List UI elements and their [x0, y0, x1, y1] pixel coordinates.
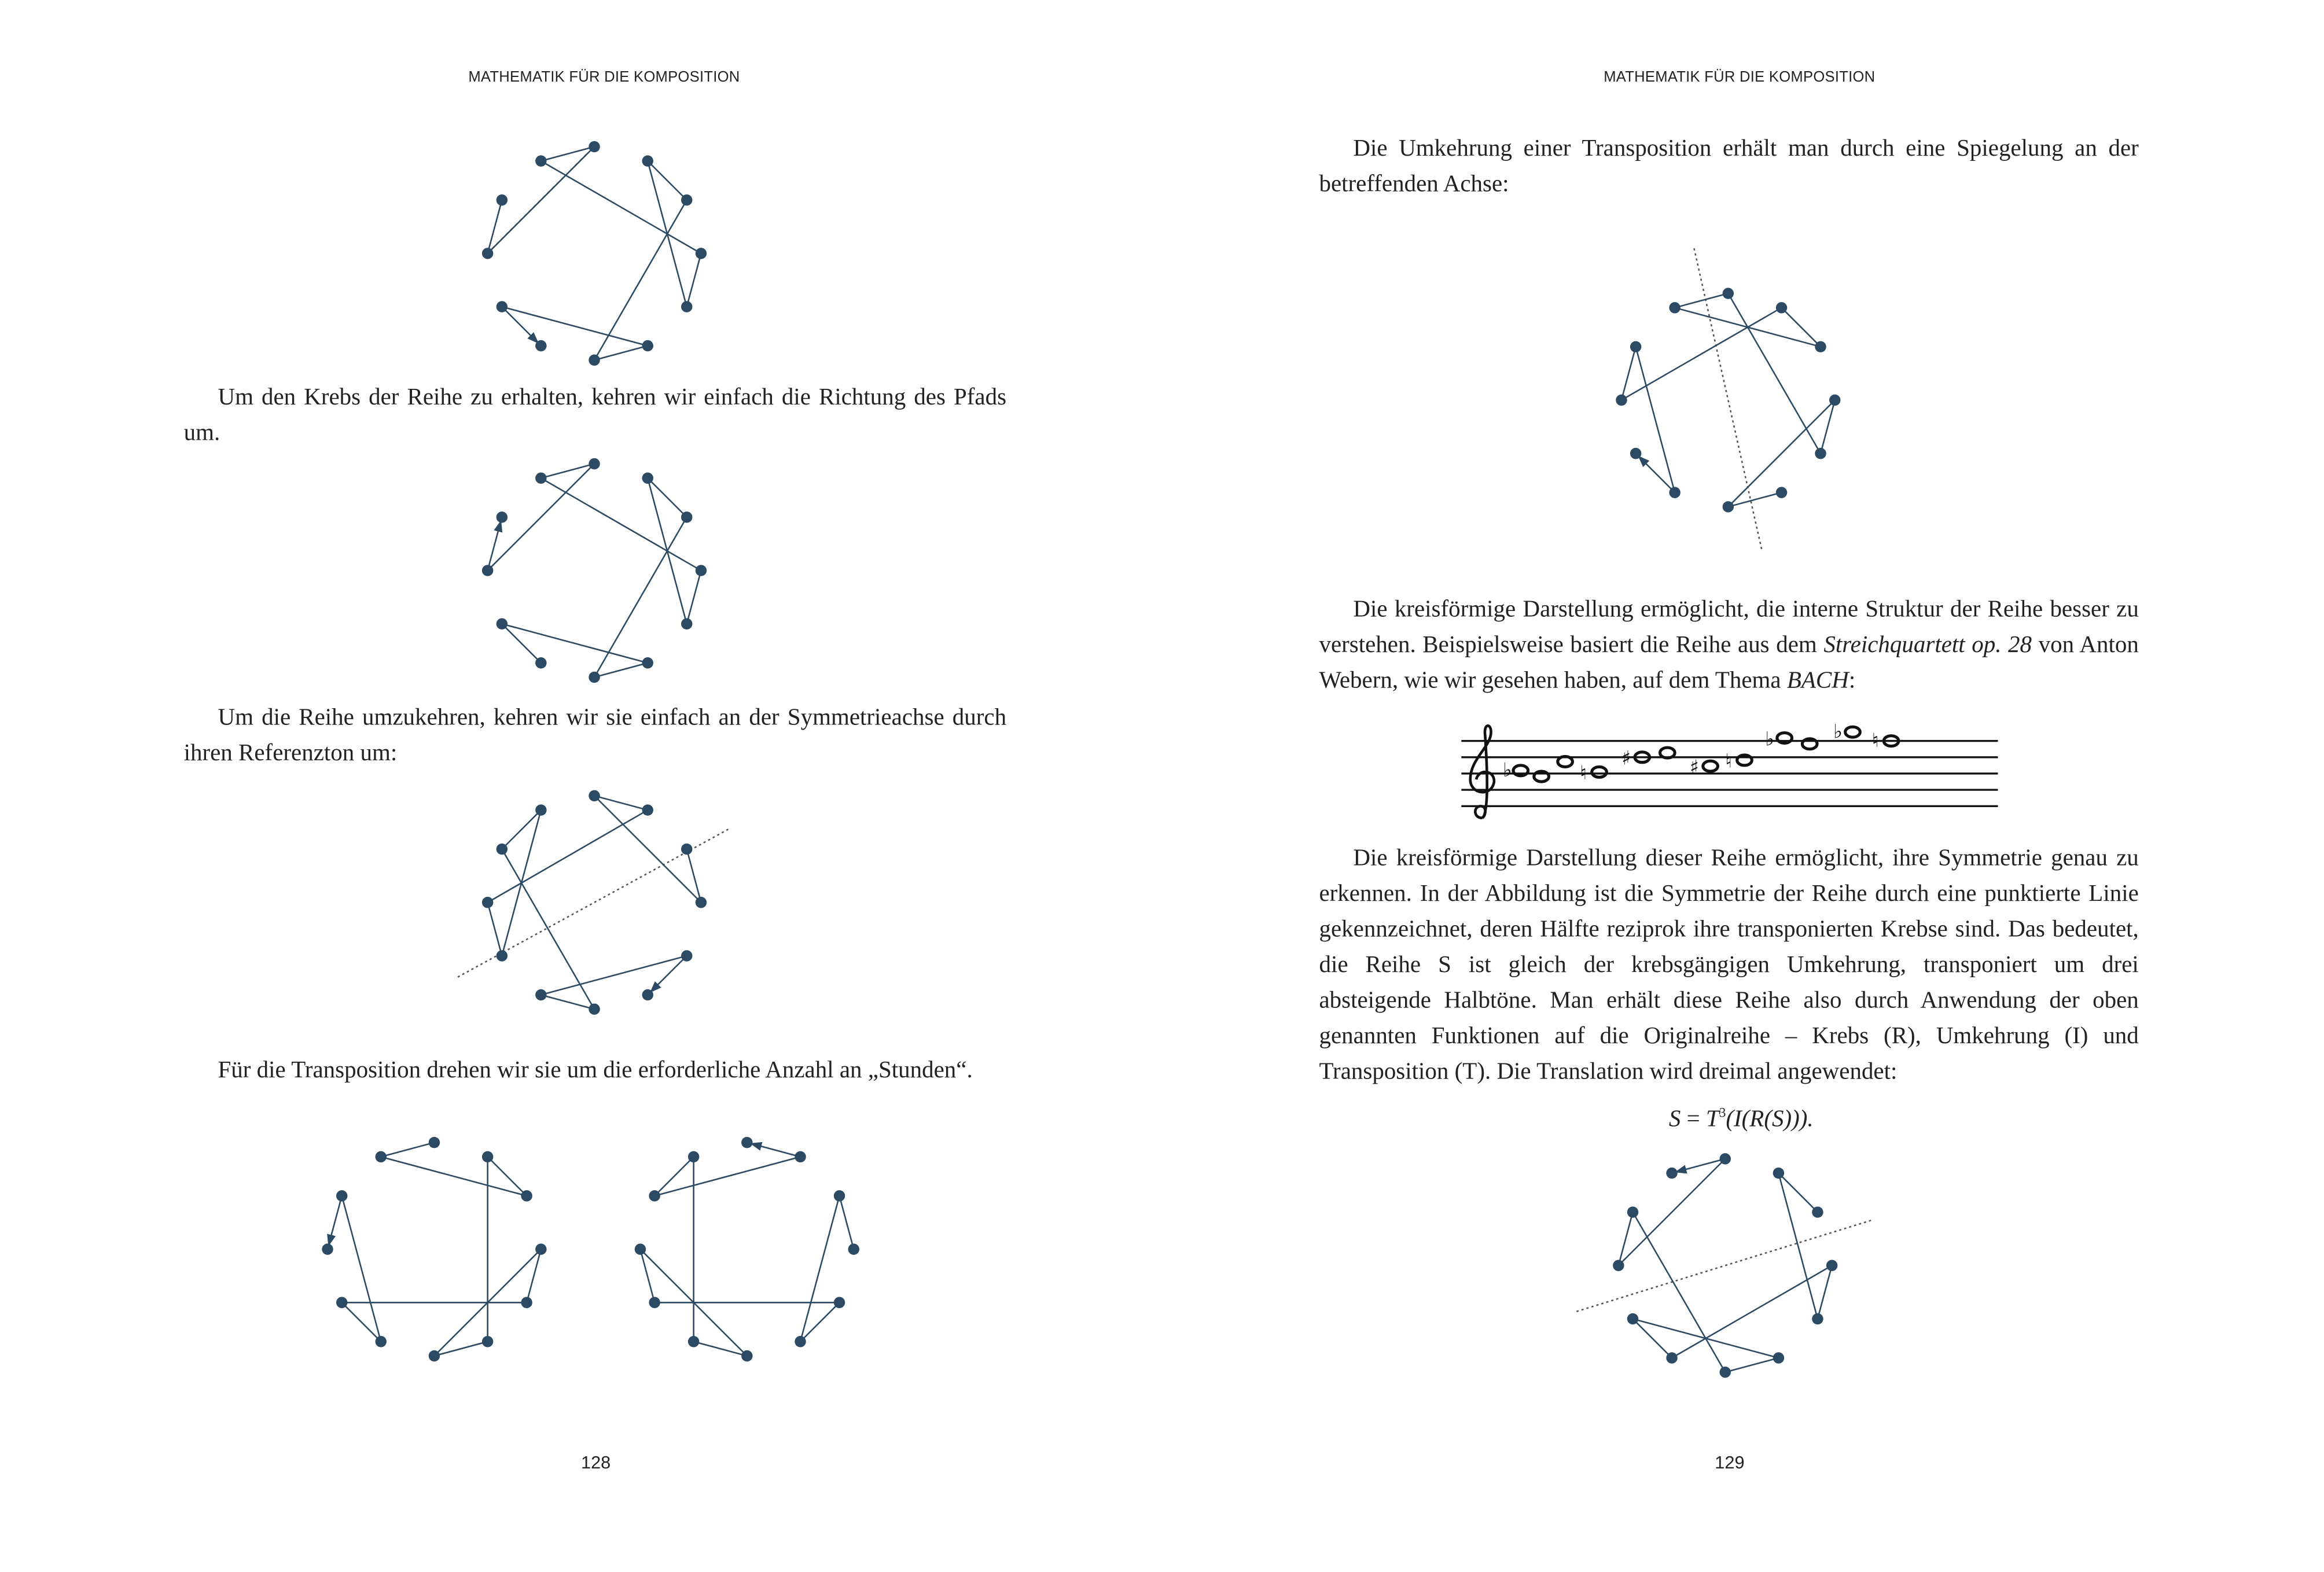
- pitch-node: [1630, 448, 1641, 459]
- pitch-node: [497, 511, 508, 522]
- paragraph-webern: [1319, 592, 2138, 699]
- pitch-node: [497, 950, 508, 961]
- text: :: [1848, 668, 1856, 694]
- pitch-node: [482, 248, 493, 259]
- path-segment: [840, 1196, 854, 1249]
- path-segment: [1778, 1173, 1817, 1319]
- pitch-node: [589, 1003, 600, 1014]
- pitch-node: [848, 1243, 859, 1254]
- pitch-node: [535, 804, 546, 815]
- pitch-node: [535, 473, 546, 484]
- pitch-node: [482, 1151, 493, 1162]
- pitch-node: [1627, 1206, 1638, 1217]
- page-number-right: 129: [1715, 1452, 1745, 1473]
- pitch-node: [642, 804, 653, 815]
- pitch-node: [1666, 1352, 1677, 1363]
- path-segment: [594, 663, 648, 678]
- path-segment: [502, 624, 648, 662]
- pitch-node: [497, 844, 508, 855]
- svg-text:♯: ♯: [1621, 746, 1631, 770]
- equation: [1669, 1103, 1814, 1138]
- path-segment: [541, 161, 701, 253]
- text: von Anton Webern, wie wir gesehen haben, auf dem Thema: [1319, 632, 2139, 694]
- pitch-node: [696, 897, 707, 908]
- pitch-node: [1720, 1153, 1731, 1164]
- pitch-node: [1666, 1168, 1677, 1179]
- pitch-node: [589, 355, 600, 366]
- theme-name: BACH: [1786, 668, 1849, 694]
- pitch-node: [795, 1336, 806, 1347]
- running-header-right: MATHEMATIK FÜR DIE KOMPOSITION: [1604, 69, 1876, 86]
- pitch-node: [681, 950, 692, 961]
- pitch-node: [1812, 1313, 1823, 1324]
- pitch-node: [521, 1190, 532, 1201]
- pitch-node: [497, 301, 508, 312]
- path-segment: [594, 346, 648, 360]
- svg-text:♭: ♭: [1833, 720, 1843, 743]
- eq-t: T: [1706, 1107, 1719, 1132]
- pitch-node: [336, 1297, 347, 1308]
- eq-exponent: 3: [1719, 1105, 1726, 1120]
- path-segment: [381, 1143, 434, 1157]
- path-segment: [1621, 308, 1782, 400]
- pitch-node: [681, 844, 692, 855]
- pitch-node: [681, 619, 692, 629]
- path-segment: [687, 253, 701, 307]
- row-diagram-inversion: [476, 784, 713, 1021]
- pitch-node: [688, 1151, 699, 1162]
- path-segment: [381, 1157, 527, 1195]
- pitch-node: [1815, 341, 1826, 352]
- path-segment: [541, 478, 701, 570]
- pitch-node: [642, 156, 653, 167]
- path-segment: [1725, 1358, 1778, 1372]
- path-segment: [502, 307, 648, 345]
- pitch-node: [482, 565, 493, 576]
- pitch-node: [1723, 288, 1734, 299]
- pitch-node: [681, 301, 692, 312]
- svg-text:♮: ♮: [1580, 761, 1587, 785]
- paragraph-symmetry: Die kreisförmige Darstellung dieser Reihe ermöglicht, ihre Symmetrie genau zu erkennen. In der Abbildung ist die Symmetrie der Reihe durch eine punktierte Linie gekennzeichnet, deren Hälfte reziprok ihre transponierten Krebse sind. Das bedeutet, die Reihe S ist gleich der krebsgängigen Umkehrung, transponiert um drei absteigende Halbtöne. Man erhält diese Reihe also durch Anwendung der oben genannten Funktionen auf die Originalreihe – Krebs (R), Umkehrung (I) und Transposition (T). Die Translation wird dreimal angewendet:: [1319, 846, 2139, 1085]
- transposition-diagrams: [316, 1131, 866, 1368]
- pitch-node: [375, 1151, 386, 1162]
- path-segment: [594, 200, 687, 360]
- pitch-node: [642, 473, 653, 484]
- path-segment: [502, 849, 594, 1010]
- work-title: Streichquartett op. 28: [1823, 632, 2032, 658]
- path-segment: [800, 1196, 839, 1342]
- treble-clef-icon: [1470, 726, 1494, 818]
- path-segment: [1621, 347, 1636, 400]
- eq-rest: (I(R(S))).: [1726, 1107, 1814, 1132]
- paragraph-transposition: Für die Transposition drehen wir sie um die erforderliche Anzahl an „Stunden“.: [218, 1058, 973, 1084]
- pitch-node: [1826, 1260, 1837, 1271]
- running-header-left: MATHEMATIK FÜR DIE KOMPOSITION: [468, 69, 740, 86]
- row-diagram-transposition-a: [316, 1131, 553, 1368]
- pitch-node: [649, 1190, 660, 1201]
- path-segment: [488, 810, 648, 903]
- row-diagram-retrograde: [476, 452, 713, 689]
- pitch-node: [1630, 341, 1641, 352]
- path-segment: [1675, 293, 1728, 308]
- svg-text:♭: ♭: [1765, 727, 1775, 750]
- path-segment: [654, 1157, 800, 1195]
- pitch-node: [336, 1190, 347, 1201]
- pitch-node: [1776, 302, 1787, 313]
- pitch-node: [482, 897, 493, 908]
- pitch-node: [741, 1350, 752, 1361]
- svg-text:♮: ♮: [1725, 749, 1733, 772]
- pitch-node: [642, 989, 653, 1000]
- pitch-node: [696, 248, 707, 259]
- pitch-node: [642, 657, 653, 668]
- pitch-node: [834, 1297, 845, 1308]
- path-segment: [342, 1196, 381, 1342]
- row-diagram-transposition-b: [628, 1131, 866, 1368]
- page-number-left: 128: [580, 1452, 611, 1473]
- path-segment: [541, 956, 687, 995]
- pitch-node: [429, 1137, 440, 1148]
- pitch-node: [1723, 501, 1734, 512]
- pitch-node: [375, 1336, 386, 1347]
- row-diagram-inverted-transposition: [1609, 282, 1847, 519]
- path-arrow: [751, 1144, 800, 1157]
- pitch-node: [681, 194, 692, 205]
- paragraph-inversion: Um die Reihe umzukehren, kehren wir sie einfach an der Symmetrieachse durch ihren Referenzton um:: [183, 705, 1007, 767]
- pitch-node: [535, 156, 546, 167]
- pitch-node: [1812, 1206, 1823, 1217]
- eq-lhs: S: [1668, 1107, 1681, 1132]
- path-segment: [541, 995, 594, 1009]
- row-diagram-original: [476, 135, 713, 372]
- pitch-node: [1669, 302, 1680, 313]
- pitch-node: [1829, 395, 1840, 406]
- pitch-node: [688, 1336, 699, 1347]
- path-segment: [594, 517, 687, 678]
- pitch-node: [1720, 1367, 1731, 1378]
- pitch-node: [521, 1297, 532, 1308]
- left-page-column: [184, 135, 1006, 1368]
- paragraph-retrograde: Um den Krebs der Reihe zu erhalten, kehren wir einfach die Richtung des Pfads um.: [183, 385, 1007, 446]
- pitch-node: [429, 1350, 440, 1361]
- pitch-node: [1773, 1352, 1784, 1363]
- pitch-node: [642, 340, 653, 351]
- path-segment: [1728, 293, 1821, 454]
- pitch-node: [535, 989, 546, 1000]
- pitch-node: [497, 194, 508, 205]
- pitch-node: [1773, 1168, 1784, 1179]
- path-segment: [1672, 1265, 1832, 1358]
- pitch-node: [795, 1151, 806, 1162]
- path-arrow: [329, 1196, 342, 1245]
- path-segment: [1633, 1212, 1726, 1372]
- pitch-node: [1815, 448, 1826, 459]
- eq-sign: =: [1681, 1107, 1707, 1132]
- pitch-node: [589, 458, 600, 469]
- svg-text:♭: ♭: [1503, 759, 1512, 782]
- pitch-node: [1776, 487, 1787, 498]
- music-staff-bach-row: [1461, 720, 1998, 824]
- path-segment: [488, 903, 502, 956]
- right-page-column: [1319, 132, 2138, 1384]
- pitch-node: [535, 340, 546, 351]
- row-diagram-symmetry: [1606, 1147, 1844, 1384]
- pitch-node: [535, 1243, 546, 1254]
- pitch-node: [589, 141, 600, 152]
- paragraph-inverted-transposition: Die Umkehrung einer Transposition erhält man durch eine Spiegelung an der betreffenden Achse:: [1319, 136, 2139, 197]
- pitch-node: [834, 1190, 845, 1201]
- pitch-node: [696, 565, 707, 576]
- path-segment: [1818, 1265, 1832, 1319]
- svg-text:♯: ♯: [1689, 755, 1699, 778]
- pitch-node: [681, 511, 692, 522]
- pitch-node: [589, 790, 600, 801]
- text: Die kreisförmige Darstellung ermöglicht, die interne Struktur der Reihe besser zu verstehen. Beispielsweise basiert die Reihe aus dem: [1319, 597, 2139, 658]
- pitch-node: [635, 1243, 646, 1254]
- pitch-node: [589, 672, 600, 683]
- pitch-node: [1627, 1313, 1638, 1324]
- pitch-node: [322, 1243, 333, 1254]
- path-segment: [687, 570, 701, 624]
- pitch-node: [1613, 1260, 1624, 1271]
- pitch-node: [497, 619, 508, 629]
- pitch-node: [482, 1336, 493, 1347]
- pitch-node: [535, 657, 546, 668]
- svg-text:♮: ♮: [1871, 728, 1879, 752]
- path-segment: [1636, 347, 1675, 492]
- pitch-node: [1616, 395, 1627, 406]
- pitch-node: [1669, 487, 1680, 498]
- pitch-node: [649, 1297, 660, 1308]
- pitch-node: [741, 1137, 752, 1148]
